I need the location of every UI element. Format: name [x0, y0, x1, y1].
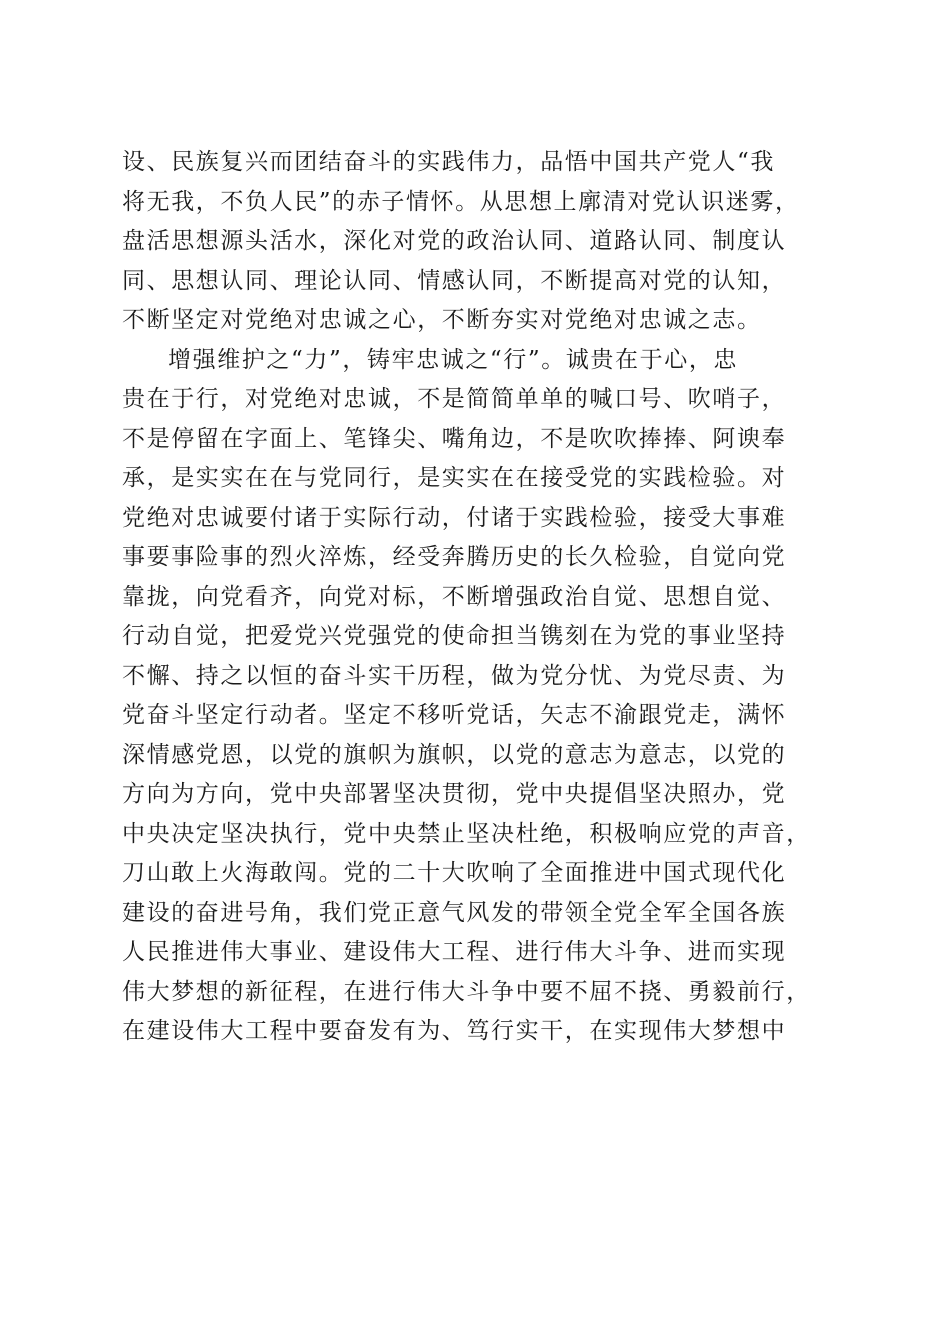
text-line: 设、民族复兴而团结奋斗的实践伟力，品悟中国共产党人“我	[122, 149, 775, 175]
text-line: 不断坚定对党绝对忠诚之心，不断夯实对党绝对忠诚之志。	[122, 307, 762, 333]
paragraph-start-line: 增强维护之“力”，铸牢忠诚之“行”。诚贵在于心，忠	[168, 346, 739, 373]
text-line: 党奋斗坚定行动者。坚定不移听党话，矢志不渝跟党走，满怀	[122, 702, 787, 728]
text-line: 不懈、持之以恒的奋斗实干历程，做为党分忧、为党尽责、为	[122, 662, 787, 689]
text-line: 将无我，不负人民”的赤子情怀。从思想上廓清对党认识迷雾，	[122, 188, 800, 215]
text-line: 不是停留在字面上、笔锋尖、嘴角边，不是吹吹捧捧、阿谀奉	[122, 425, 787, 452]
text-line: 靠拢，向党看齐，向党对标，不断增强政治自觉、思想自觉、	[122, 583, 787, 610]
text-line: 党绝对忠诚要付诸于实际行动，付诸于实践检验，接受大事难	[122, 504, 787, 531]
text-line: 盘活思想源头活水，深化对党的政治认同、道路认同、制度认	[122, 228, 787, 254]
text-line: 同、思想认同、理论认同、情感认同，不断提高对党的认知，	[122, 267, 787, 294]
text-line: 在建设伟大工程中要奋发有为、笃行实干，在实现伟大梦想中	[122, 1018, 787, 1044]
text-line: 伟大梦想的新征程，在进行伟大斗争中要不屈不挠、勇毅前行，	[122, 978, 811, 1005]
text-line: 贵在于行，对党绝对忠诚，不是简简单单的喊口号、吹哨子，	[122, 386, 787, 412]
document-body	[122, 143, 842, 1052]
text-line: 行动自觉，把爱党兴党强党的使命担当镌刻在为党的事业坚持	[122, 623, 787, 649]
text-line: 人民推进伟大事业、建设伟大工程、进行伟大斗争、进而实现	[122, 939, 787, 965]
text-line: 深情感党恩，以党的旗帜为旗帜，以党的意志为意志，以党的	[122, 741, 787, 768]
text-line: 建设的奋进号角，我们党正意气风发的带领全党全军全国各族	[122, 899, 787, 926]
text-line: 中央决定坚决执行，党中央禁止坚决杜绝，积极响应党的声音，	[122, 820, 811, 847]
text-line: 承，是实实在在与党同行，是实实在在接受党的实践检验。对	[122, 465, 787, 491]
text-line: 方向为方向，党中央部署坚决贯彻，党中央提倡坚决照办，党	[122, 781, 787, 807]
text-line: 刀山敢上火海敢闯。党的二十大吹响了全面推进中国式现代化	[122, 860, 787, 886]
text-line: 事要事险事的烈火淬炼，经受奔腾历史的长久检验，自觉向党	[122, 544, 787, 570]
